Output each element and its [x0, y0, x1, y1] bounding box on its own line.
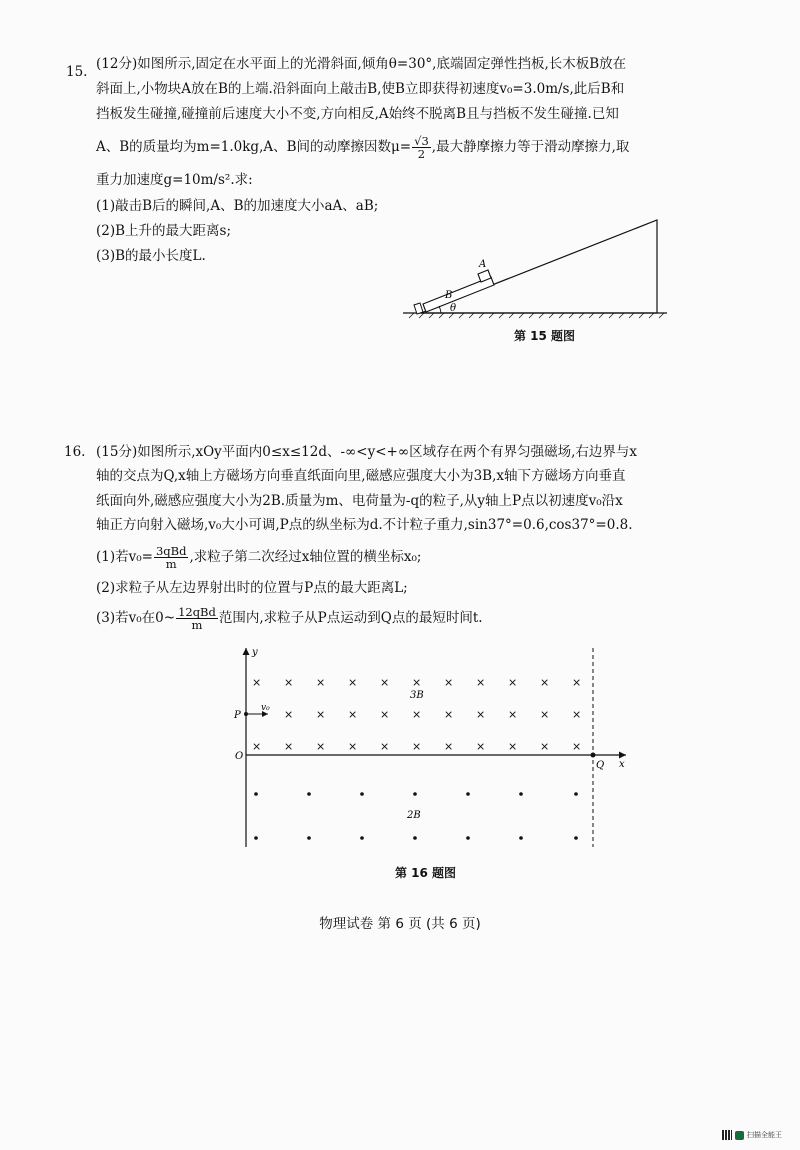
field-cross-mark: × [476, 708, 486, 721]
field-cross-mark: × [444, 676, 454, 689]
field-cross-mark: × [380, 676, 390, 689]
field-cross-mark: × [380, 708, 390, 721]
field-cross-mark: × [316, 740, 326, 753]
q16-sub-1-numerator: 3qBd [155, 544, 187, 558]
q16-crosses-into-page [252, 676, 581, 753]
field-cross-mark: × [476, 740, 486, 753]
field-cross-mark: × [348, 676, 358, 689]
q16-sub-1-after: ,求粒子第二次经过x轴位置的横坐标x₀; [189, 549, 422, 565]
q15-line-5: 重力加速度g=10m/s².求: [96, 172, 253, 188]
field-cross-mark: × [284, 740, 294, 753]
q16-sub-2: (2)求粒子从左边界射出时的位置与P点的最大距离L; [96, 580, 408, 596]
q15-mu-fraction [412, 135, 431, 160]
field-dot-mark [360, 836, 364, 840]
field-cross-mark: × [316, 708, 326, 721]
field-dot-mark [254, 792, 258, 796]
field-dot-mark [574, 792, 578, 796]
field-cross-mark: × [540, 708, 550, 721]
field-dot-mark [413, 836, 417, 840]
q16-sub-1-fraction [154, 545, 189, 570]
q16-figure [230, 642, 635, 857]
field-dot-mark [360, 792, 364, 796]
field-cross-mark: × [316, 676, 326, 689]
q16-line-1: (15分)如图所示,xOy平面内0≤x≤12d、-∞<y<+∞区域存在两个有界匀强磁场,右边界与x [96, 444, 637, 460]
field-dot-mark [307, 792, 311, 796]
field-cross-mark: × [540, 676, 550, 689]
field-dot-mark [413, 792, 417, 796]
field-dot-mark [254, 836, 258, 840]
q15-line-4-before: A、B的质量均为m=1.0kg,A、B间的动摩擦因数μ= [96, 139, 412, 155]
q16-line-4: 轴正方向射入磁场,v₀大小可调,P点的纵坐标为d.不计粒子重力,sin37°=0.6,cos37°=0.8. [96, 517, 633, 533]
q16-sub-1-denominator: m [165, 557, 177, 571]
field-cross-mark: × [444, 740, 454, 753]
q16-field-lower: 2B [407, 810, 421, 821]
q15-ground-hatching [409, 313, 664, 318]
field-cross-mark: × [252, 740, 262, 753]
q15-board-B [423, 277, 494, 312]
q16-point-P [244, 712, 248, 716]
field-cross-mark: × [572, 740, 582, 753]
q16-label-O: O [235, 751, 244, 762]
field-cross-mark: × [412, 708, 422, 721]
q16-sub-3-before: (3)若v₀在0~ [96, 610, 176, 626]
q16-label-v0: v₀ [261, 703, 270, 713]
q16-sub-1-before: (1)若v₀= [96, 549, 153, 565]
field-dot-mark [519, 836, 523, 840]
q16-label-P: P [234, 710, 241, 721]
field-dot-mark [307, 836, 311, 840]
q15-label-theta: θ [450, 303, 457, 314]
q16-point-Q [591, 753, 596, 758]
q15-line-4 [96, 135, 766, 160]
q16-sub-3 [96, 606, 483, 631]
q15-figure [395, 210, 675, 325]
q16-caption: 第 16 题图 [395, 866, 457, 880]
q16-field-upper: 3B [410, 690, 424, 701]
field-cross-mark: × [508, 676, 518, 689]
q16-number: 16. [64, 444, 86, 460]
field-cross-mark: × [508, 740, 518, 753]
q16-sub-3-numerator: 12qBd [178, 605, 216, 619]
q16-sub-3-after: 范围内,求粒子从P点运动到Q点的最短时间t. [218, 610, 483, 626]
q16-label-y: y [252, 647, 258, 658]
scanner-stamp-text: 扫描全能王 [747, 1131, 782, 1139]
q15-line-4-after: ,最大静摩擦力等于滑动摩擦力,取 [431, 139, 630, 155]
q15-number: 15. [66, 64, 88, 80]
q15-mu-denominator: 2 [417, 147, 426, 161]
q15-angle-arc [439, 306, 441, 313]
q16-label-x: x [619, 759, 625, 770]
q16-label-Q: Q [596, 760, 605, 771]
q15-line-1: (12分)如图所示,固定在水平面上的光滑斜面,倾角θ=30°,底端固定弹性挡板,长木板B放在 [96, 56, 627, 72]
field-cross-mark: × [412, 676, 422, 689]
scanner-stamp [722, 1130, 782, 1140]
q15-caption: 第 15 题图 [514, 329, 576, 343]
field-dot-mark [466, 836, 470, 840]
q15-line-3: 挡板发生碰撞,碰撞前后速度大小不变,方向相反,A始终不脱离B且与挡板不发生碰撞.已知 [96, 106, 619, 122]
field-cross-mark: × [284, 708, 294, 721]
q16-sub-1 [96, 545, 421, 570]
field-dot-mark [519, 792, 523, 796]
q15-mu-numerator: √3 [414, 134, 429, 148]
q15-label-A: A [479, 259, 487, 270]
page-footer: 物理试卷 第 6 页 (共 6 页) [319, 916, 481, 932]
field-cross-mark: × [380, 740, 390, 753]
field-cross-mark: × [508, 708, 518, 721]
q15-line-2: 斜面上,小物块A放在B的上端.沿斜面向上敲击B,使B立即获得初速度v₀=3.0m/s,此后B和 [96, 81, 625, 97]
q15-sub-3: (3)B的最小长度L. [96, 248, 206, 264]
field-cross-mark: × [252, 676, 262, 689]
q15-elastic-stopper [414, 303, 423, 314]
field-cross-mark: × [476, 676, 486, 689]
field-cross-mark: × [348, 740, 358, 753]
field-cross-mark: × [348, 708, 358, 721]
qr-code-icon [722, 1130, 732, 1140]
q15-sub-2: (2)B上升的最大距离s; [96, 223, 232, 239]
scanner-logo-icon [735, 1131, 744, 1140]
q15-label-B: B [445, 290, 453, 301]
q16-sub-3-fraction [176, 606, 218, 631]
q16-sub-3-denominator: m [191, 618, 203, 632]
field-cross-mark: × [572, 708, 582, 721]
field-cross-mark: × [444, 708, 454, 721]
field-cross-mark: × [284, 676, 294, 689]
field-cross-mark: × [572, 676, 582, 689]
field-cross-mark: × [412, 740, 422, 753]
field-cross-mark: × [540, 740, 550, 753]
q15-sub-1: (1)敲击B后的瞬间,A、B的加速度大小aA、aB; [96, 198, 379, 214]
q16-line-2: 轴的交点为Q,x轴上方磁场方向垂直纸面向里,磁感应强度大小为3B,x轴下方磁场方向垂直 [96, 468, 626, 484]
q16-line-3: 纸面向外,磁感应强度大小为2B.质量为m、电荷量为-q的粒子,从y轴上P点以初速度v₀沿x [96, 493, 623, 509]
field-dot-mark [466, 792, 470, 796]
field-dot-mark [574, 836, 578, 840]
